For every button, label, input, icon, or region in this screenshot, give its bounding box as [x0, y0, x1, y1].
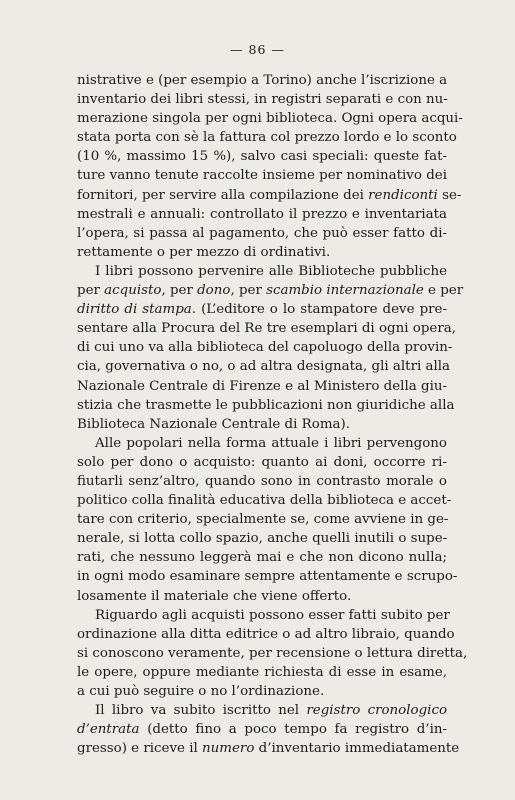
text-span: mestrali e annuali: controllato il prezzo e inventariata [77, 206, 447, 222]
text-span: politico colla finalità educativa della biblioteca e accet- [77, 493, 452, 509]
text-span: rettamente o per mezzo di ordinativi. [77, 244, 331, 260]
text-line [77, 396, 455, 415]
text-span: inventario dei libri stessi, in registri separati e con nu- [77, 92, 448, 108]
text-line [77, 338, 453, 357]
text-span: Biblioteca Nazionale Centrale di Roma). [77, 416, 350, 432]
italic-term: numero [202, 741, 255, 757]
text-span: stata porta con sè la fattura col prezzo lordo e lo sconto [77, 130, 457, 146]
text-line [77, 109, 463, 128]
text-span: (detto fino a poco tempo fa registro d’in- [139, 722, 447, 738]
text-span: fiutarli senz’altro, quando sono in contrasto morale o [77, 473, 447, 489]
text-line [77, 281, 464, 300]
text-line [77, 548, 447, 567]
text-span: stizia che trasmette le pubblicazioni non giuridiche alla [77, 397, 455, 413]
text-span: , per [230, 283, 267, 299]
text-span: in ogni modo esaminare sempre attentamente e scrupo- [77, 569, 458, 585]
italic-term: rendiconti [368, 187, 438, 203]
text-line [77, 243, 447, 262]
text-line [77, 739, 460, 758]
text-line [77, 701, 447, 720]
text-line [77, 587, 447, 606]
text-span: d’inventario immediatamente [254, 741, 460, 757]
text-line [77, 529, 447, 548]
text-line [77, 90, 447, 109]
text-line [77, 434, 447, 453]
text-line [77, 720, 447, 739]
text-span: ordinazione alla ditta editrice o ad altro libraio, quando [77, 626, 455, 642]
text-line [77, 663, 447, 682]
text-line [77, 186, 462, 205]
text-span: ture vanno tenute raccolte insieme per nominativo dei [77, 168, 447, 184]
text-span: Riguardo agli acquisti possono esser fatti subito per [95, 607, 450, 623]
text-line [77, 567, 458, 586]
text-line [77, 205, 447, 224]
text-line [77, 415, 447, 434]
text-span: , per [161, 283, 198, 299]
text-span: (10 %, massimo 15 %), salvo casi speciali: queste fat- [77, 149, 447, 165]
text-line [77, 644, 468, 663]
text-span: cia, governativa o no, o ad altra designata, gli altri alla [77, 359, 451, 375]
text-span: se- [437, 187, 462, 203]
text-line [77, 262, 447, 281]
text-span: . (L’editore o lo stampatore deve pre- [191, 302, 447, 318]
italic-term: dono [197, 283, 231, 299]
text-line [77, 128, 457, 147]
text-span: nistrative e (per esempio a Torino) anche l’iscrizione a [77, 73, 448, 88]
italic-term: registro cronologico [306, 703, 448, 719]
italic-term: acquisto [104, 283, 162, 299]
text-line [77, 147, 447, 166]
text-line [77, 453, 447, 472]
text-span: l’opera, si passa al pagamento, che può esser fatto di- [77, 225, 447, 241]
text-span: rati, che nessuno leggerà mai e che non dicono nulla; [77, 550, 447, 566]
text-span: le opere, oppure mediante richiesta di esse in esame, [77, 664, 447, 680]
text-span: losamente il materiale che viene offerto. [77, 588, 352, 604]
italic-term: scambio internazionale [266, 283, 424, 299]
text-span: Il libro va subito iscritto nel [95, 703, 307, 719]
text-span: sentare alla Procura del Re tre esemplari di ogni opera, [77, 321, 456, 337]
text-span: per [77, 283, 105, 299]
text-line [77, 472, 447, 491]
text-line [77, 682, 447, 701]
text-span: e per [423, 283, 464, 299]
text-line [77, 166, 447, 185]
text-span: solo per dono o acquisto: quanto ai doni, occorre ri- [77, 454, 447, 470]
text-span: Nazionale Centrale di Firenze e al Ministero della giu- [77, 378, 447, 394]
body-text [0, 71, 515, 758]
text-line [77, 71, 447, 90]
text-line [77, 625, 455, 644]
text-span: a cui può seguire o no l’ordinazione. [77, 684, 325, 699]
text-span: Alle popolari nella forma attuale i libri pervengono [95, 435, 447, 451]
text-span: merazione singola per ogni biblioteca. Ogni opera acqui- [77, 111, 463, 127]
page-number: — 86 — [230, 42, 285, 57]
text-span: gresso) e riceve il [77, 741, 203, 757]
text-line [77, 300, 447, 319]
text-line [77, 606, 450, 625]
italic-term: diritto di stampa [77, 302, 192, 318]
text-line [77, 319, 456, 338]
text-span: si conoscono veramente, per recensione o lettura diretta, [77, 645, 468, 661]
text-span: tare con criterio, specialmente se, come avviene in ge- [77, 512, 449, 528]
text-line [77, 491, 452, 510]
text-line [77, 224, 447, 243]
text-line [77, 357, 451, 376]
text-span: di cui uno va alla biblioteca del capoluogo della provin- [77, 340, 453, 356]
text-span: nerale, si lotta collo spazio, anche quelli inutili o supe- [77, 531, 448, 547]
text-span: fornitori, per servire alla compilazione dei [77, 187, 369, 203]
text-line [77, 377, 447, 396]
text-span: I libri possono pervenire alle Biblioteche pubbliche [95, 263, 447, 279]
text-line [77, 510, 447, 529]
italic-term: d’entrata [77, 722, 140, 738]
